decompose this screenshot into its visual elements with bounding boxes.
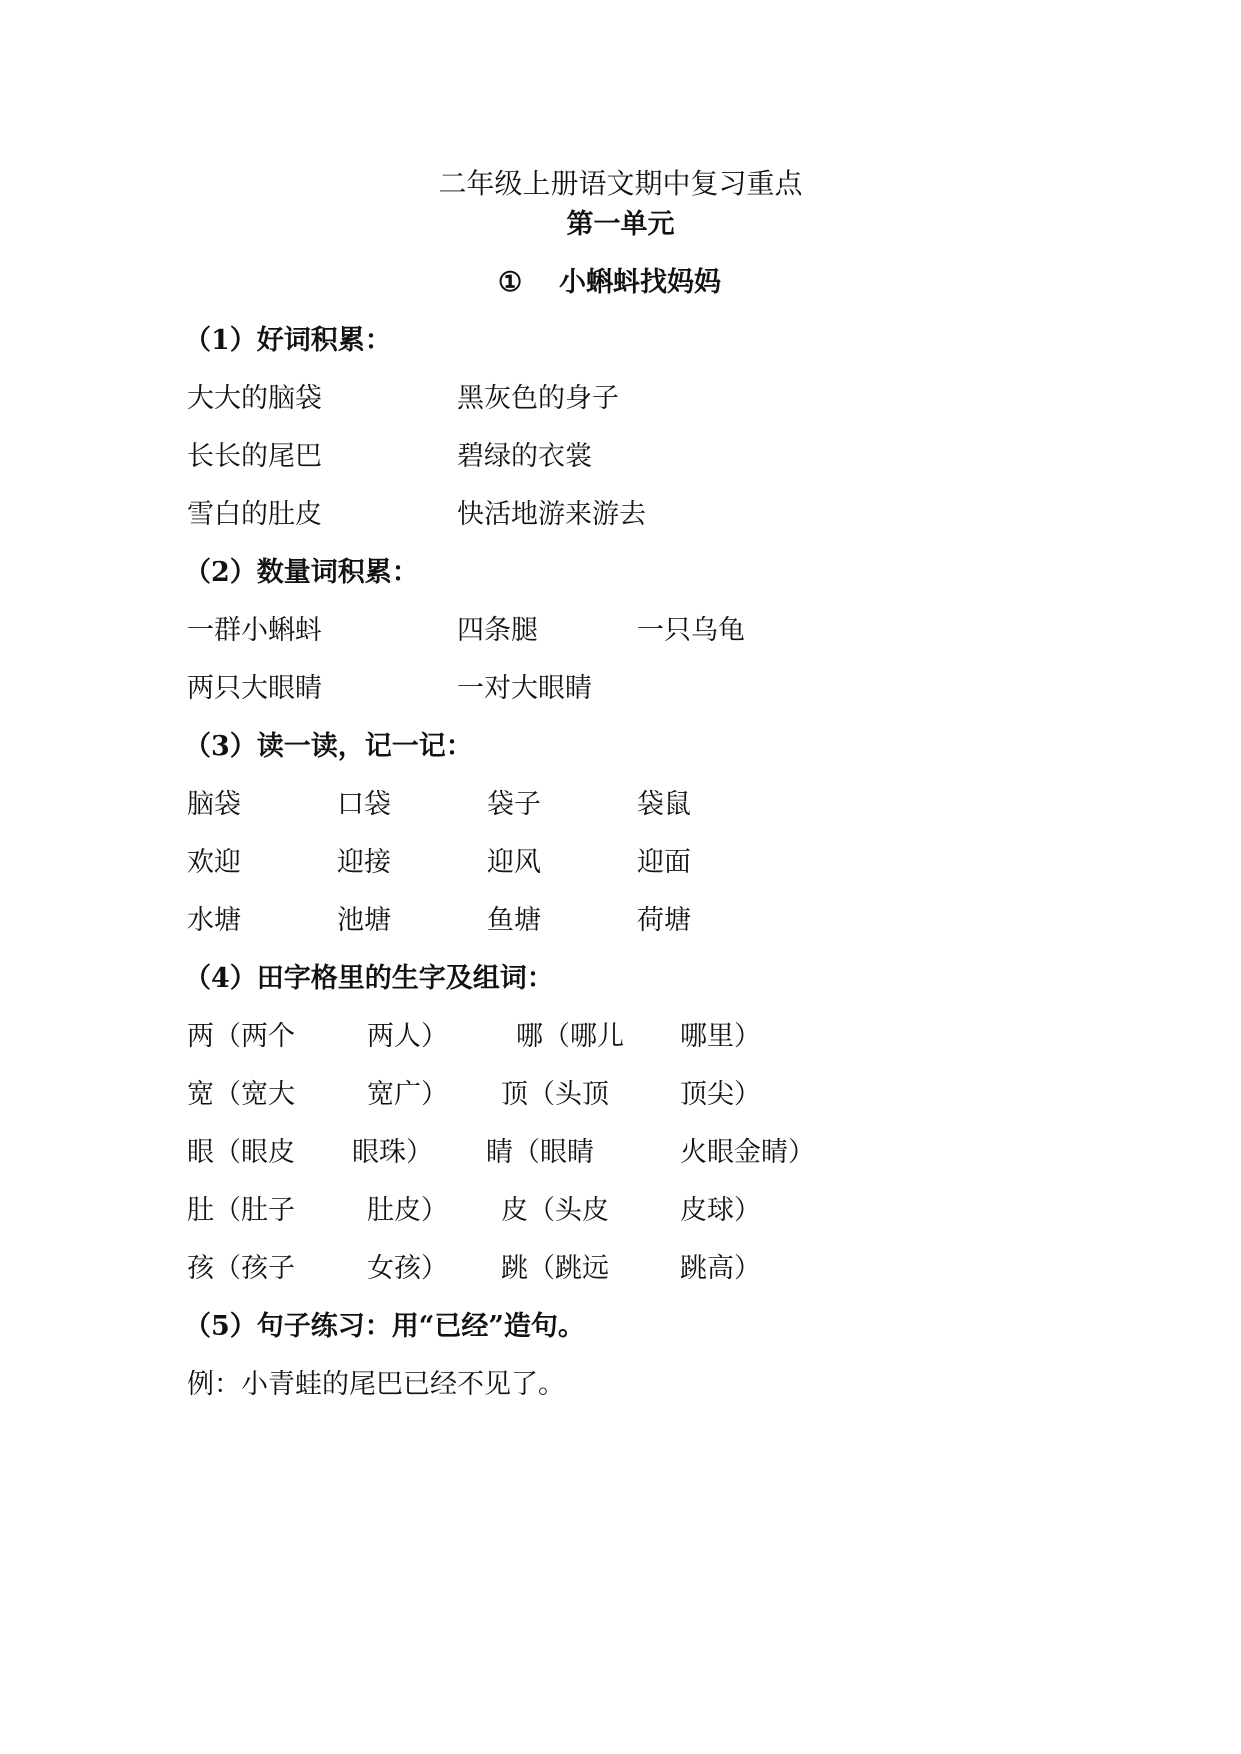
lesson-title: 小蝌蚪找妈妈 xyxy=(559,267,721,298)
word-item: 跳（跳远 xyxy=(501,1253,609,1284)
word-item: 皮球） xyxy=(680,1195,761,1226)
word-item: 睛（眼睛 xyxy=(486,1137,594,1168)
word-item: 肚（肚子 xyxy=(187,1195,295,1226)
lesson-number: ① xyxy=(498,267,523,298)
section-heading-1: （1）好词积累： xyxy=(184,325,392,356)
section-heading-5: （5）句子练习：用“已经”造句。 xyxy=(184,1311,585,1342)
word-item: 迎面 xyxy=(637,847,691,878)
word-item: 大大的脑袋 xyxy=(187,383,322,414)
word-item: 迎接 xyxy=(337,847,391,878)
word-item: 眼（眼皮 xyxy=(187,1137,295,1168)
unit-heading: 第一单元 xyxy=(566,209,675,240)
word-item: 池塘 xyxy=(337,905,391,936)
word-item: 雪白的肚皮 xyxy=(187,499,322,530)
word-item: 四条腿 xyxy=(457,615,538,646)
word-item: 一只乌龟 xyxy=(637,615,745,646)
word-item: 袋子 xyxy=(487,789,541,820)
word-item: 宽广） xyxy=(367,1079,448,1110)
word-item: 火眼金睛） xyxy=(680,1137,815,1168)
word-item: 一对大眼睛 xyxy=(457,673,592,704)
word-item: 长长的尾巴 xyxy=(187,441,322,472)
word-item: 口袋 xyxy=(337,789,391,820)
word-item: 皮（头皮 xyxy=(501,1195,609,1226)
word-item: 跳高） xyxy=(680,1253,761,1284)
word-item: 袋鼠 xyxy=(637,789,691,820)
word-item: 脑袋 xyxy=(187,789,241,820)
word-item: 迎风 xyxy=(487,847,541,878)
word-item: 宽（宽大 xyxy=(187,1079,295,1110)
word-item: 欢迎 xyxy=(187,847,241,878)
word-item: 两只大眼睛 xyxy=(187,673,322,704)
section-heading-4: （4）田字格里的生字及组词： xyxy=(184,963,554,994)
word-item: 快活地游来游去 xyxy=(457,499,646,530)
word-item: 女孩） xyxy=(367,1253,448,1284)
word-item: 哪（哪儿 xyxy=(516,1021,624,1052)
word-item: 眼珠） xyxy=(352,1137,433,1168)
section-heading-3: （3）读一读，记一记： xyxy=(184,731,473,762)
word-item: 一群小蝌蚪 xyxy=(187,615,322,646)
word-item: 碧绿的衣裳 xyxy=(457,441,592,472)
word-item: 肚皮） xyxy=(367,1195,448,1226)
word-item: 鱼塘 xyxy=(487,905,541,936)
word-item: 顶尖） xyxy=(680,1079,761,1110)
word-item: 哪里） xyxy=(680,1021,761,1052)
word-item: 荷塘 xyxy=(637,905,691,936)
section-heading-2: （2）数量词积累： xyxy=(184,557,419,588)
word-item: 孩（孩子 xyxy=(187,1253,295,1284)
word-item: 两人） xyxy=(367,1021,448,1052)
word-item: 黑灰色的身子 xyxy=(457,383,619,414)
document-title: 二年级上册语文期中复习重点 xyxy=(438,167,803,200)
word-item: 两（两个 xyxy=(187,1021,295,1052)
word-item: 顶（头顶 xyxy=(501,1079,609,1110)
word-item: 水塘 xyxy=(187,905,241,936)
example-sentence: 例：小青蛙的尾巴已经不见了。 xyxy=(187,1369,565,1400)
